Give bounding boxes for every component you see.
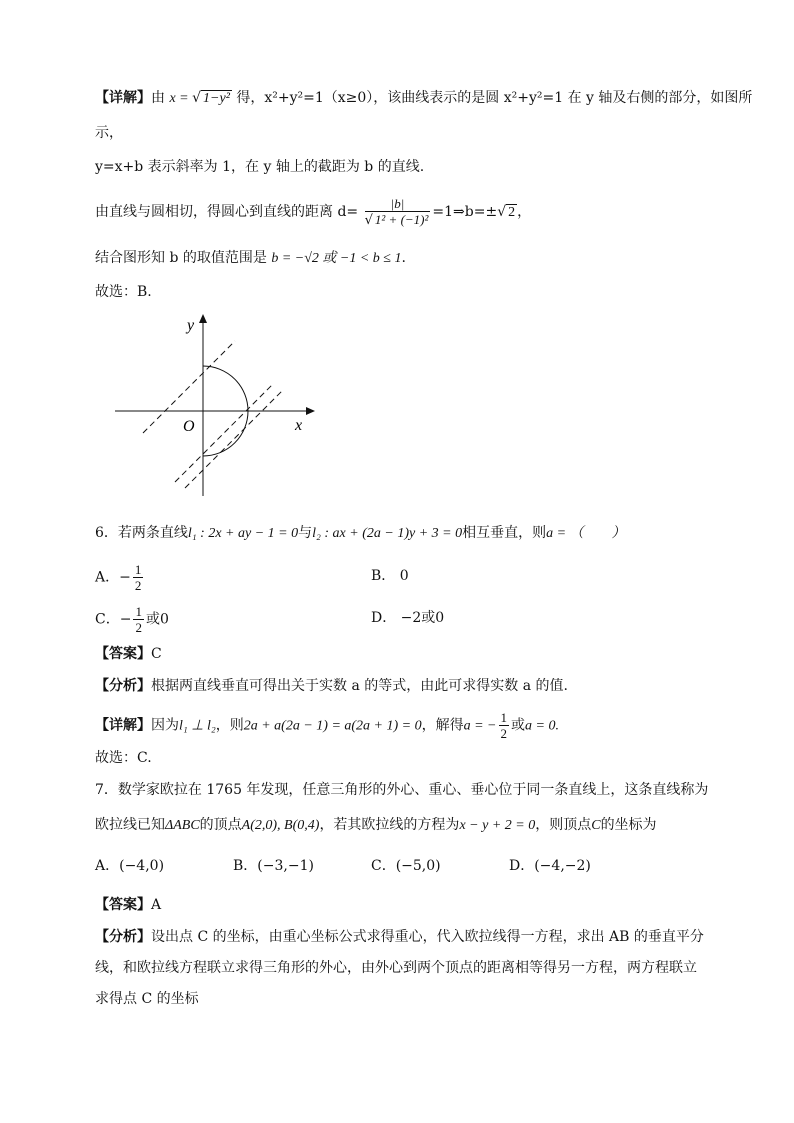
q7-option-d [509, 856, 591, 876]
y-axis-arrow [199, 314, 207, 323]
q6-choice [95, 748, 152, 768]
sqrt-content: 2 [508, 205, 516, 220]
equation: x = [169, 91, 193, 106]
perpendicular-expression: l₁ ⊥ l₂ [179, 718, 216, 734]
analysis-tag: 【分析】 [95, 678, 151, 694]
euler-line-equation: x − y + 2 = 0 [459, 818, 536, 833]
detail-line-5 [95, 248, 406, 269]
text: 6．若两条直线 [95, 525, 188, 541]
fraction [133, 604, 144, 635]
q6-option-d [371, 608, 444, 628]
q7-analysis-line-1 [95, 927, 704, 947]
option-label: A． [95, 569, 120, 586]
option-text: C．(−5,0) [371, 858, 441, 874]
origin-label: O [183, 418, 195, 435]
detail-tag: 【详解】 [95, 717, 151, 734]
option-text: D． −2或0 [371, 610, 445, 626]
analysis-text: 线，和欧拉线方程联立求得三角形的外心，由外心到两个顶点的距离相等得另一方程，两方程联立 [95, 960, 697, 976]
analysis-tag: 【分析】 [95, 929, 151, 945]
text: 由直线与圆相切，得圆心到直线的距离 d= [95, 204, 359, 220]
text: 的坐标为 [600, 817, 657, 833]
detail-line-1 [95, 88, 752, 109]
line-l1: l₁ : 2x + ay − 1 = 0 [187, 526, 299, 541]
fraction-numerator: 1 [500, 710, 508, 725]
text: a = − [463, 718, 497, 734]
y-label: y [187, 317, 195, 334]
sqrt-symbol: √ [497, 204, 507, 220]
q6-answer [95, 644, 162, 664]
text: a = 0. [525, 718, 559, 734]
text: =1⇒b=± [432, 204, 498, 220]
detail-line-3 [95, 157, 424, 177]
text: 故选：C. [95, 750, 152, 766]
text: ，解得 [421, 717, 464, 734]
analysis-text: 求得点 C 的坐标 [95, 991, 199, 1007]
range-expression: b = −√2 或 −1 < b ≤ 1 [271, 251, 402, 266]
text: 由 [151, 90, 165, 106]
answer-tag: 【答案】 [95, 897, 151, 913]
equation: 2a + a(2a − 1) = a(2a + 1) = 0 [243, 718, 422, 734]
x-axis-arrow [306, 407, 315, 415]
sqrt-symbol: √ [364, 213, 373, 228]
text: 因为 [151, 717, 179, 734]
text: 的顶点 [199, 817, 242, 833]
text: ，则 [215, 717, 244, 734]
fraction-numerator: |b| [365, 196, 431, 212]
text: C [591, 818, 601, 833]
sqrt-content: 1−y² [203, 91, 230, 106]
text: 与 [298, 525, 313, 541]
points: A(2,0), B(0,4) [241, 818, 320, 833]
detail-line-2 [95, 123, 123, 143]
detail-line-6 [95, 282, 152, 302]
text: ，则顶点 [535, 817, 592, 833]
x-label: x [295, 417, 303, 434]
q7-analysis-line-2 [95, 958, 697, 978]
option-text: D．(−4,−2) [509, 858, 591, 874]
q6-analysis [95, 676, 568, 696]
fraction-denominator [365, 212, 431, 228]
option-text: A．(−4,0) [95, 858, 165, 874]
fraction-denominator: 2 [500, 726, 508, 741]
text: − [119, 611, 132, 628]
answer-value: C [151, 646, 162, 662]
q6-option-a [95, 562, 145, 593]
fraction [499, 710, 510, 741]
q6-detail [95, 710, 559, 741]
text: 得，x²+y²=1（x≥0），该曲线表示的是圆 x²+y²=1 在 y 轴及右侧的部分，如图所 [236, 90, 753, 106]
detail-tag: 【详解】 [95, 90, 151, 106]
option-text: B．(−3,−1) [233, 858, 314, 874]
text: 7．数学家欧拉在 1765 年发现，任意三角形的外心、重心、垂心位于同一条直线上，这条直线称为 [95, 782, 709, 798]
line-l2: l₂ : ax + (2a − 1)y + 3 = 0 [312, 526, 463, 541]
answer-tag: 【答案】 [95, 646, 151, 662]
text: 或0 [145, 611, 169, 628]
text: 结合图形知 b 的取值范围是 [95, 250, 267, 266]
sqrt-symbol: √ [192, 90, 202, 106]
text: 欧拉线已知 [95, 817, 165, 833]
answer-value: A [151, 897, 162, 913]
fraction-numerator: 1 [134, 562, 142, 577]
text: 故选：B. [95, 284, 152, 300]
distance-fraction [365, 196, 431, 228]
q6-stem [95, 523, 626, 544]
semicircle-figure [105, 308, 325, 498]
fraction [133, 562, 144, 593]
q6-option-b [371, 566, 409, 586]
fraction-denominator: 2 [135, 620, 142, 635]
text: ，若其欧拉线的方程为 [319, 817, 460, 833]
text: 或 [511, 717, 526, 734]
detail-line-4 [95, 196, 531, 228]
q7-option-b [233, 856, 314, 876]
text: − [119, 569, 131, 586]
q6-option-c [95, 604, 169, 635]
triangle: ΔABC [165, 818, 200, 833]
q7-analysis-line-3 [95, 989, 199, 1009]
fraction-numerator: 1 [135, 604, 142, 619]
text: 相互垂直，则 [462, 525, 547, 541]
q7-option-c [371, 856, 441, 876]
q7-stem-line-2 [95, 815, 657, 836]
q7-stem-line-1 [95, 780, 708, 800]
text: y=x+b 表示斜率为 1，在 y 轴上的截距为 b 的直线. [95, 159, 425, 175]
text: 示， [95, 125, 123, 141]
analysis-text: 根据两直线垂直可得出关于实数 a 的等式，由此可求得实数 a 的值. [151, 678, 568, 694]
option-text: B． 0 [371, 568, 409, 584]
analysis-text: 设出点 C 的坐标，由重心坐标公式求得重心，代入欧拉线得一方程，求出 AB 的垂直平分 [151, 929, 704, 945]
text: . [401, 250, 406, 266]
dashed-line-lower-2 [185, 390, 283, 488]
fraction-denominator: 2 [134, 578, 142, 593]
option-label: C． [95, 611, 120, 628]
sqrt-content: 1² + (−1)² [374, 212, 429, 227]
q7-option-a [95, 856, 164, 876]
q7-answer [95, 895, 161, 915]
text: a = （ ） [546, 526, 626, 541]
text: ， [517, 204, 532, 220]
